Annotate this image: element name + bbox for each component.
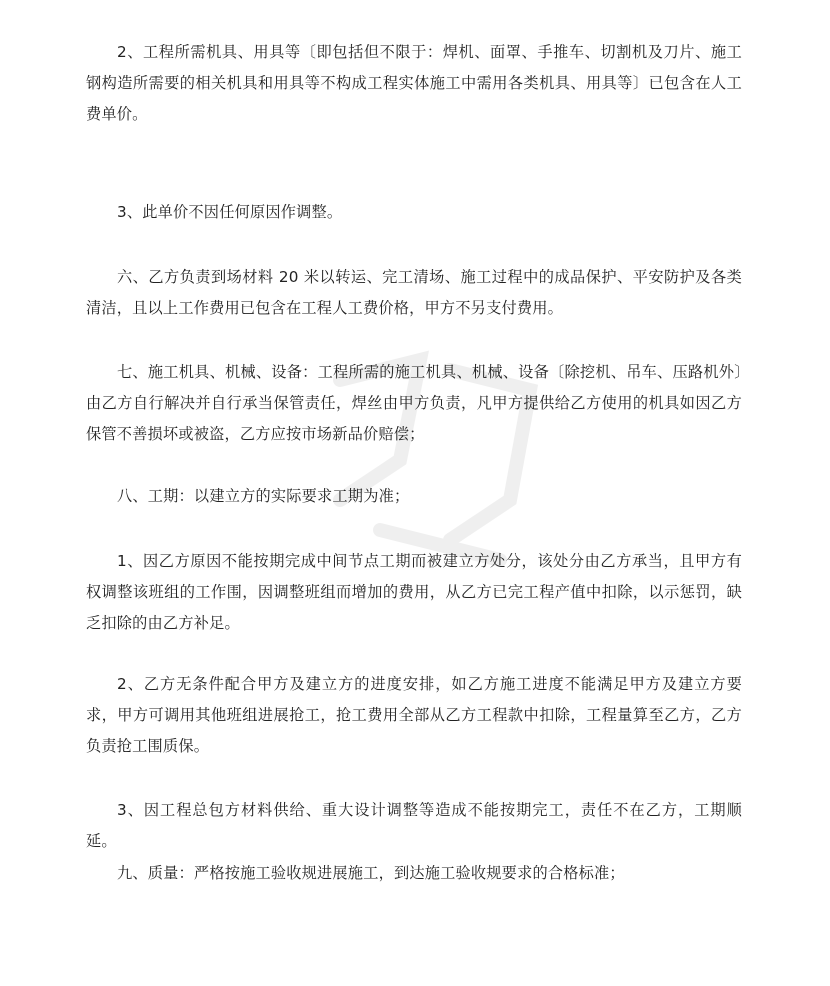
- paragraph-clause-seven: 七、施工机具、机械、设备：工程所需的施工机具、机械、设备〔除挖机、吊车、压路机外〕由乙方自行解决并自行承当保管责任，焊丝由甲方负责，凡甲方提供给乙方使用的机具如因乙方保管不善损坏或被盗，乙方应按市场新品价赔偿；: [86, 363, 742, 443]
- paragraph-clause-eight: 八、工期：以建立方的实际要求工期为准；: [117, 487, 410, 505]
- paragraph-clause-six: 六、乙方负责到场材料 20 米以转运、完工清场、施工过程中的成品保护、平安防护及各类清洁，且以上工作费用已包含在工程人工费价格，甲方不另支付费用。: [86, 268, 742, 317]
- paragraph-price-no-adjust: 3、此单价不因任何原因作调整。: [117, 203, 343, 221]
- paragraph-delay-penalty: 1、因乙方原因不能按期完成中间节点工期而被建立方处分，该处分由乙方承当，且甲方有权调整该班组的工作围，因调整班组而增加的费用，从乙方已完工程产值中扣除，以示惩罚，缺乏扣除的由乙方补足。: [86, 552, 742, 632]
- paragraph-tools-clause: 2、工程所需机具、用具等〔即包括但不限于：焊机、面罩、手推车、切割机及刀片、施工钢构造所需要的相关机具和用具等不构成工程实体施工中需用各类机具、用具等〕已包含在人工费单价。: [86, 43, 742, 123]
- paragraph-schedule-extension: 3、因工程总包方材料供给、重大设计调整等造成不能按期完工，责任不在乙方，工期顺延。: [86, 801, 742, 850]
- paragraph-clause-nine: 九、质量：严格按施工验收规进展施工，到达施工验收规要求的合格标准；: [117, 864, 625, 882]
- paragraph-schedule-cooperation: 2、乙方无条件配合甲方及建立方的进度安排，如乙方施工进度不能满足甲方及建立方要求，甲方可调用其他班组进展抢工，抢工费用全部从乙方工程款中扣除，工程量算至乙方，乙方负责抢工围质保。: [86, 675, 742, 755]
